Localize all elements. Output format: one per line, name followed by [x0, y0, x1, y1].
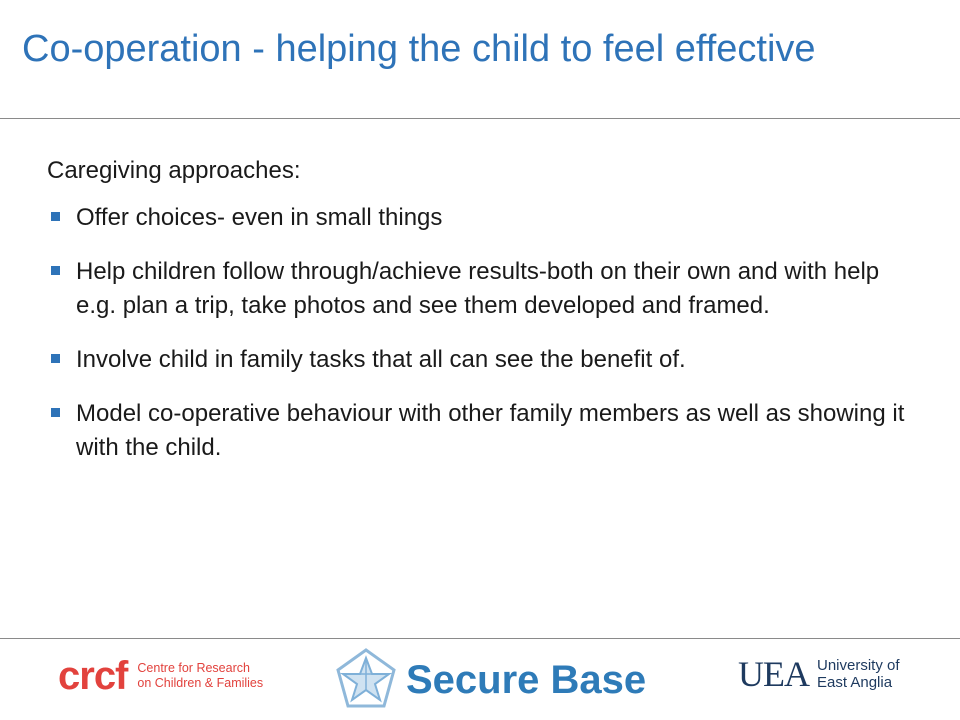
uea-logo: [738, 656, 900, 692]
secure-base-star-icon: [334, 648, 398, 712]
footer: [0, 640, 960, 720]
square-bullet-icon: [51, 408, 60, 417]
uea-line-2: East Anglia: [817, 674, 893, 691]
intro-text: Caregiving approaches:: [47, 157, 301, 184]
uea-logo-mark: UEA: [738, 654, 809, 694]
bullet-item: [47, 343, 906, 377]
crcf-line-1: Centre for Research: [137, 661, 250, 675]
crcf-logo: [58, 656, 263, 696]
crcf-line-2: on Children & Families: [137, 676, 264, 690]
square-bullet-icon: [51, 266, 60, 275]
uea-line-1: University of: [817, 657, 900, 674]
crcf-logo-mark: crcf: [58, 654, 128, 698]
crcf-logo-text: [137, 661, 263, 691]
secure-base-text: Secure Base: [406, 657, 647, 702]
title-divider: [0, 118, 960, 119]
bullet-item: [47, 201, 906, 235]
bullet-item: [47, 397, 906, 465]
slide-title: Co-operation - helping the child to feel effective: [22, 28, 816, 70]
bullet-list: [47, 201, 927, 465]
square-bullet-icon: [51, 354, 60, 363]
secure-base-logo: [334, 648, 646, 712]
bullet-text: Offer choices- even in small things: [76, 204, 443, 231]
bullet-text: Help children follow through/achieve results-both on their own and with help e.g. plan a trip, take photos and see them developed and framed.: [76, 258, 880, 319]
square-bullet-icon: [51, 212, 60, 221]
uea-logo-text: [817, 657, 900, 691]
bullet-text: Model co-operative behaviour with other family members as well as showing it with the child.: [76, 400, 905, 461]
footer-divider: [0, 638, 960, 639]
bullet-item: [47, 255, 906, 323]
slide-body: [47, 155, 927, 485]
bullet-text: Involve child in family tasks that all can see the benefit of.: [76, 346, 686, 373]
